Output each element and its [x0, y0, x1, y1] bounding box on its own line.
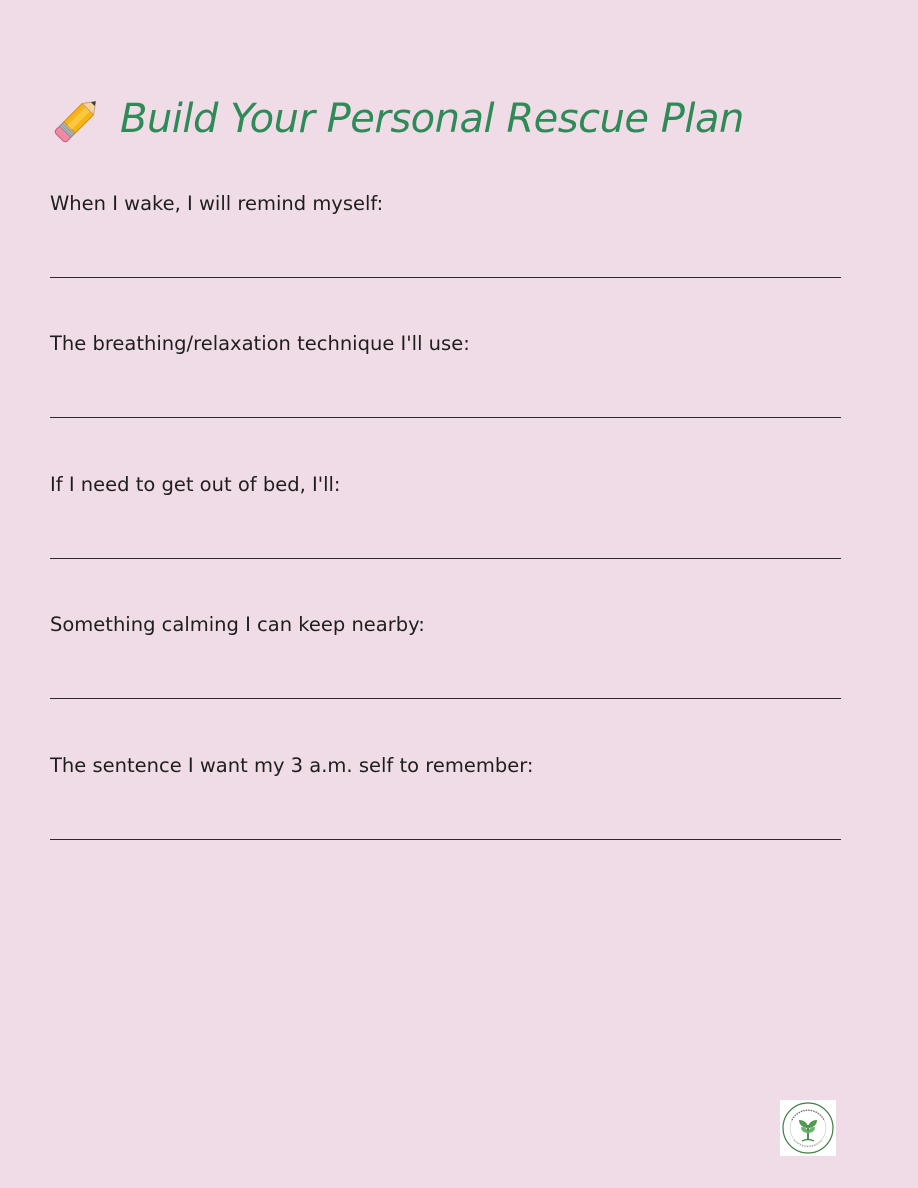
prompt-section-2 — [50, 332, 842, 356]
answer-line[interactable] — [50, 558, 841, 559]
title-row — [50, 88, 744, 150]
prompt-label: Something calming I can keep nearby: — [50, 613, 425, 636]
prompt-label: The breathing/relaxation technique I'll use: — [50, 332, 470, 355]
worksheet-title: Build Your Personal Rescue Plan — [120, 96, 744, 142]
prompt-label: When I wake, I will remind myself: — [50, 192, 384, 215]
logo-seal — [780, 1100, 836, 1156]
answer-line[interactable] — [50, 698, 841, 699]
answer-line[interactable] — [50, 839, 841, 840]
prompt-label: The sentence I want my 3 a.m. self to remember: — [50, 754, 534, 777]
pencil-icon — [50, 91, 106, 147]
prompt-label: If I need to get out of bed, I'll: — [50, 473, 341, 496]
prompt-section-5 — [50, 754, 842, 778]
prompt-section-1 — [50, 192, 842, 216]
prompt-section-4 — [50, 613, 842, 637]
answer-line[interactable] — [50, 417, 841, 418]
brand-logo — [780, 1100, 836, 1156]
prompt-section-3 — [50, 473, 842, 497]
answer-line[interactable] — [50, 277, 841, 278]
